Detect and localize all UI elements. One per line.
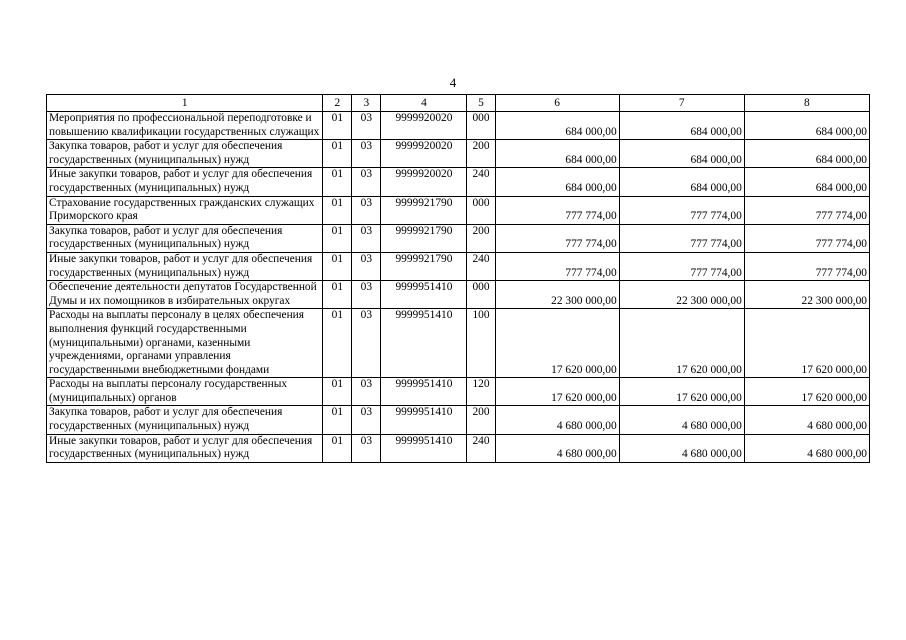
amount-cell: [619, 252, 744, 280]
code-cell: 9999920020: [381, 140, 467, 168]
row-name-cell: Иные закупки товаров, работ и услуг для обеспечения государственных (муниципальных) нужд: [47, 434, 323, 462]
code-cell: 9999951410: [381, 434, 467, 462]
table-row: [47, 281, 870, 309]
amount-value: 17 620 000,00: [801, 391, 867, 404]
amount-cell: [744, 434, 869, 462]
amount-cell: [619, 224, 744, 252]
header-cell: 6: [495, 95, 619, 112]
code-cell: 01: [323, 224, 352, 252]
amount-cell: [495, 434, 619, 462]
amount-value: 22 300 000,00: [676, 294, 742, 307]
amount-cell: [619, 281, 744, 309]
code-cell: 03: [352, 224, 381, 252]
table-row: [47, 224, 870, 252]
code-cell: 03: [352, 196, 381, 224]
amount-value: 17 620 000,00: [676, 363, 742, 376]
amount-cell: [619, 112, 744, 140]
header-row: [47, 95, 870, 112]
code-cell: 01: [323, 196, 352, 224]
amount-value: 777 774,00: [815, 266, 867, 279]
page-number: 4: [449, 75, 457, 90]
code-cell: 01: [323, 168, 352, 196]
code-cell: 01: [323, 252, 352, 280]
amount-value: 684 000,00: [815, 181, 867, 194]
amount-cell: [495, 309, 619, 378]
amount-value: 684 000,00: [565, 153, 617, 166]
code-cell: 01: [323, 140, 352, 168]
row-name-cell: Обеспечение деятельности депутатов Государственной Думы и их помощников в избирательных округах: [47, 281, 323, 309]
code-cell: 9999920020: [381, 112, 467, 140]
amount-cell: [744, 252, 869, 280]
code-cell: 9999921790: [381, 252, 467, 280]
amount-value: 777 774,00: [815, 238, 867, 251]
code-cell: 01: [323, 309, 352, 378]
amount-cell: [495, 281, 619, 309]
amount-cell: [495, 406, 619, 434]
amount-value: 4 680 000,00: [681, 448, 742, 461]
row-name-cell: Иные закупки товаров, работ и услуг для обеспечения государственных (муниципальных) нужд: [47, 168, 323, 196]
amount-value: 684 000,00: [690, 153, 742, 166]
amount-value: 777 774,00: [690, 210, 742, 223]
amount-cell: [495, 112, 619, 140]
amount-value: 684 000,00: [690, 125, 742, 138]
amount-value: 4 680 000,00: [556, 448, 617, 461]
header-cell: 4: [381, 95, 467, 112]
amount-cell: [744, 168, 869, 196]
amount-value: 4 680 000,00: [807, 420, 867, 433]
code-cell: 03: [352, 309, 381, 378]
amount-value: 684 000,00: [565, 125, 617, 138]
row-name-cell: Расходы на выплаты персоналу в целях обеспечения выполнения функций государственными (муниципальными) органами, казенными учреждениями, органами управления государственными внебюджетными фондами: [47, 309, 323, 378]
code-cell: 01: [323, 406, 352, 434]
amount-value: 777 774,00: [690, 266, 742, 279]
amount-value: 22 300 000,00: [551, 294, 617, 307]
amount-value: 4 680 000,00: [681, 420, 742, 433]
amount-cell: [744, 309, 869, 378]
amount-cell: [744, 378, 869, 406]
code-cell: 000: [467, 112, 495, 140]
amount-cell: [744, 406, 869, 434]
amount-value: 4 680 000,00: [556, 420, 617, 433]
code-cell: 03: [352, 434, 381, 462]
amount-value: 684 000,00: [815, 153, 867, 166]
amount-cell: [619, 196, 744, 224]
header-cell: 5: [467, 95, 495, 112]
amount-cell: [495, 196, 619, 224]
amount-value: 4 680 000,00: [807, 448, 867, 461]
row-name-cell: Мероприятия по профессиональной переподготовке и повышению квалификации государственных служащих: [47, 112, 323, 140]
table-row: [47, 168, 870, 196]
header-cell: 2: [323, 95, 352, 112]
code-cell: 9999951410: [381, 378, 467, 406]
code-cell: 01: [323, 378, 352, 406]
amount-value: 777 774,00: [565, 210, 617, 223]
header-cell: 1: [47, 95, 323, 112]
code-cell: 9999951410: [381, 281, 467, 309]
code-cell: 120: [467, 378, 495, 406]
code-cell: 100: [467, 309, 495, 378]
amount-cell: [495, 168, 619, 196]
code-cell: 200: [467, 140, 495, 168]
header-cell: 3: [352, 95, 381, 112]
amount-cell: [495, 252, 619, 280]
amount-cell: [619, 140, 744, 168]
code-cell: 240: [467, 252, 495, 280]
table-row: [47, 434, 870, 462]
code-cell: 200: [467, 224, 495, 252]
header-cell: 7: [619, 95, 744, 112]
code-cell: 9999921790: [381, 224, 467, 252]
row-name-cell: Закупка товаров, работ и услуг для обеспечения государственных (муниципальных) нужд: [47, 224, 323, 252]
code-cell: 01: [323, 281, 352, 309]
table-row: [47, 112, 870, 140]
code-cell: 01: [323, 434, 352, 462]
row-name-cell: Страхование государственных гражданских служащих Приморского края: [47, 196, 323, 224]
code-cell: 03: [352, 168, 381, 196]
amount-cell: [744, 196, 869, 224]
amount-cell: [744, 112, 869, 140]
code-cell: 03: [352, 281, 381, 309]
amount-value: 684 000,00: [565, 181, 617, 194]
amount-cell: [619, 406, 744, 434]
amount-value: 22 300 000,00: [801, 294, 867, 307]
code-cell: 240: [467, 168, 495, 196]
amount-value: 777 774,00: [565, 238, 617, 251]
row-name-cell: Иные закупки товаров, работ и услуг для обеспечения государственных (муниципальных) нужд: [47, 252, 323, 280]
table-row: [47, 309, 870, 378]
code-cell: 200: [467, 406, 495, 434]
amount-cell: [744, 281, 869, 309]
amount-cell: [619, 434, 744, 462]
row-name-cell: Закупка товаров, работ и услуг для обеспечения государственных (муниципальных) нужд: [47, 140, 323, 168]
amount-cell: [619, 168, 744, 196]
amount-value: 777 774,00: [690, 238, 742, 251]
table-row: [47, 252, 870, 280]
code-cell: 9999921790: [381, 196, 467, 224]
amount-value: 684 000,00: [690, 181, 742, 194]
amount-value: 17 620 000,00: [551, 363, 617, 376]
code-cell: 01: [323, 112, 352, 140]
amount-cell: [495, 224, 619, 252]
amount-value: 17 620 000,00: [801, 363, 867, 376]
table-row: [47, 378, 870, 406]
row-name-cell: Расходы на выплаты персоналу государственных (муниципальных) органов: [47, 378, 323, 406]
code-cell: 03: [352, 112, 381, 140]
amount-cell: [619, 378, 744, 406]
budget-table: [46, 94, 870, 463]
code-cell: 9999951410: [381, 406, 467, 434]
table-row: [47, 140, 870, 168]
code-cell: 240: [467, 434, 495, 462]
code-cell: 000: [467, 196, 495, 224]
code-cell: 000: [467, 281, 495, 309]
table-row: [47, 196, 870, 224]
amount-value: 17 620 000,00: [551, 391, 617, 404]
code-cell: 9999951410: [381, 309, 467, 378]
code-cell: 9999920020: [381, 168, 467, 196]
code-cell: 03: [352, 406, 381, 434]
table-row: [47, 406, 870, 434]
amount-cell: [744, 140, 869, 168]
header-cell: 8: [744, 95, 869, 112]
amount-cell: [495, 140, 619, 168]
amount-cell: [744, 224, 869, 252]
code-cell: 03: [352, 252, 381, 280]
row-name-cell: Закупка товаров, работ и услуг для обеспечения государственных (муниципальных) нужд: [47, 406, 323, 434]
amount-value: 777 774,00: [815, 210, 867, 223]
amount-cell: [619, 309, 744, 378]
code-cell: 03: [352, 378, 381, 406]
amount-cell: [495, 378, 619, 406]
amount-value: 684 000,00: [815, 125, 867, 138]
amount-value: 17 620 000,00: [676, 391, 742, 404]
amount-value: 777 774,00: [565, 266, 617, 279]
code-cell: 03: [352, 140, 381, 168]
